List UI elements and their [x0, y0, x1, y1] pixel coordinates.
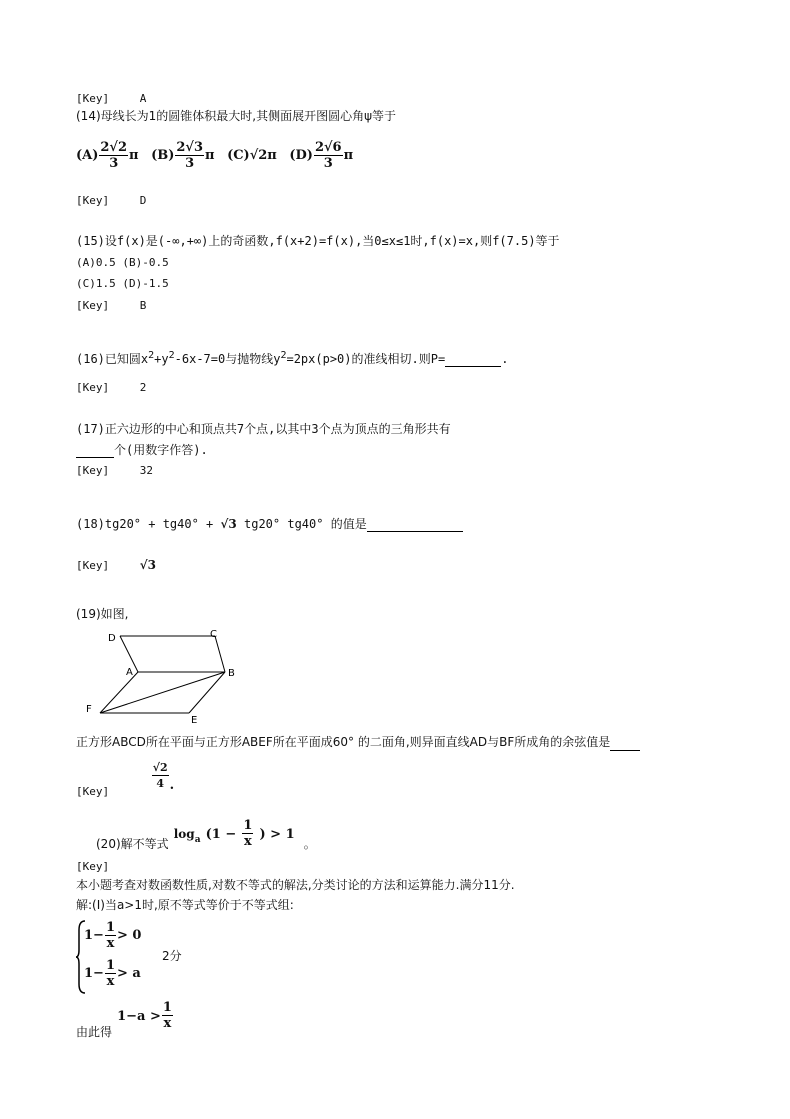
key-line [76, 558, 156, 572]
key-label: [Key] [76, 464, 110, 477]
option-a-fraction: $\frac{2√2}{3}$ [100, 140, 128, 171]
q14-options: (A) $\frac{2√2}{3}$ π (B) $\frac{2√3}{3}$ π (C)√2π (D) $\frac{2√6}{3}$ π [76, 140, 354, 171]
question-17-line2: 个(用数字作答). [76, 441, 208, 458]
key-value: 2 [139, 381, 147, 394]
edge-cb [215, 636, 225, 672]
question-17-line1: (17)正六边形的中心和顶点共7个点,以其中3个点为顶点的三角形共有 [76, 422, 451, 436]
key-value: 32 [139, 464, 153, 477]
key-line [76, 381, 146, 394]
log-symbol: log [173, 827, 195, 841]
option-c: (C)√2π [227, 148, 277, 163]
option-b-fraction: $\frac{2√3}{3}$ [176, 140, 204, 171]
option-b-label: (B) [151, 148, 175, 163]
key-label: [Key] [76, 784, 110, 798]
label-f: F [86, 704, 92, 715]
key-value: B [139, 299, 147, 312]
key-label: [Key] [76, 194, 110, 207]
key-line: [Key] $\frac{√2}{4}$ . [76, 761, 175, 798]
question-20: $_{(20)解不等式}$ $\log_a (1$ − $\frac{1}{x}$ ) > 1 $_。$ [96, 818, 316, 851]
label-e: E [191, 715, 198, 726]
key-fraction: $\frac{√2}{4}$ [152, 761, 168, 790]
question-18: (18)tg20° + tg40° + √3 tg20° tg40° 的值是 [76, 515, 463, 532]
answer-blank [76, 443, 114, 458]
question-19-title: (19)如图, [76, 607, 129, 621]
option-a-label: (A) [76, 148, 99, 163]
label-c: C [210, 629, 217, 640]
score-note: 2分 [162, 949, 182, 963]
key-line [76, 464, 153, 477]
q20-fraction: $\frac{1}{x}$ [243, 818, 253, 849]
answer-line [76, 194, 146, 207]
question-16: (16)已知圆$x^2+y^2-6x-7=0$与抛物线$y^2=2px(p>0)$的准线相切.则P= . [76, 350, 509, 366]
key-label: [Key] [76, 860, 110, 873]
label-b: B [228, 668, 235, 679]
label-d: D [108, 633, 116, 644]
key-label: [Key] [76, 299, 110, 312]
answer-blank [610, 734, 640, 751]
question-15: (15)设f(x)是(-∞,+∞)上的奇函数,f(x+2)=f(x),当0≤x≤1时,f(x)=x,则f(7.5)等于 [76, 234, 560, 248]
answer-blank [367, 517, 463, 532]
option-d-fraction: $\frac{2√6}{3}$ [314, 140, 342, 171]
key-label: [Key] [76, 559, 110, 572]
key-value: A [139, 92, 147, 105]
option-d-label: (D) [289, 148, 313, 163]
question-14: (14)母线长为1的圆锥体积最大时,其侧面展开图圆心角ψ等于 [76, 109, 397, 123]
key-label: [Key] [76, 92, 110, 105]
label-a: A [126, 667, 133, 678]
key-line [76, 299, 146, 312]
result-line: $_{由此得}$ 1−a > $\frac{1}{x}$ [76, 1000, 172, 1039]
question-19: 正方形ABCD所在平面与正方形ABEF所在平面成60° 的二面角,则异面直线AD与BF所成角的余弦值是 [76, 734, 640, 751]
geometry-figure [76, 624, 246, 728]
key-value: D [139, 194, 147, 207]
solution-step-1: 解:(Ⅰ)当a>1时,原不等式等价于不等式组: [76, 898, 294, 912]
system-row-2: 1− $\frac{1}{x}$ > a [84, 958, 141, 989]
key-label: [Key] [76, 381, 110, 394]
answer-blank [445, 352, 501, 367]
system-row-1: 1− $\frac{1}{x}$ > 0 [84, 920, 142, 951]
q15-options-line2: (C)1.5 (D)-1.5 [76, 277, 169, 290]
solution-description: 本小题考查对数函数性质,对数不等式的解法,分类讨论的方法和运算能力.满分11分. [76, 878, 515, 892]
key-value: √3 [139, 558, 156, 572]
inequality-system [76, 920, 206, 998]
q15-options-line1: (A)0.5 (B)-0.5 [76, 256, 169, 269]
key-line [76, 92, 146, 105]
